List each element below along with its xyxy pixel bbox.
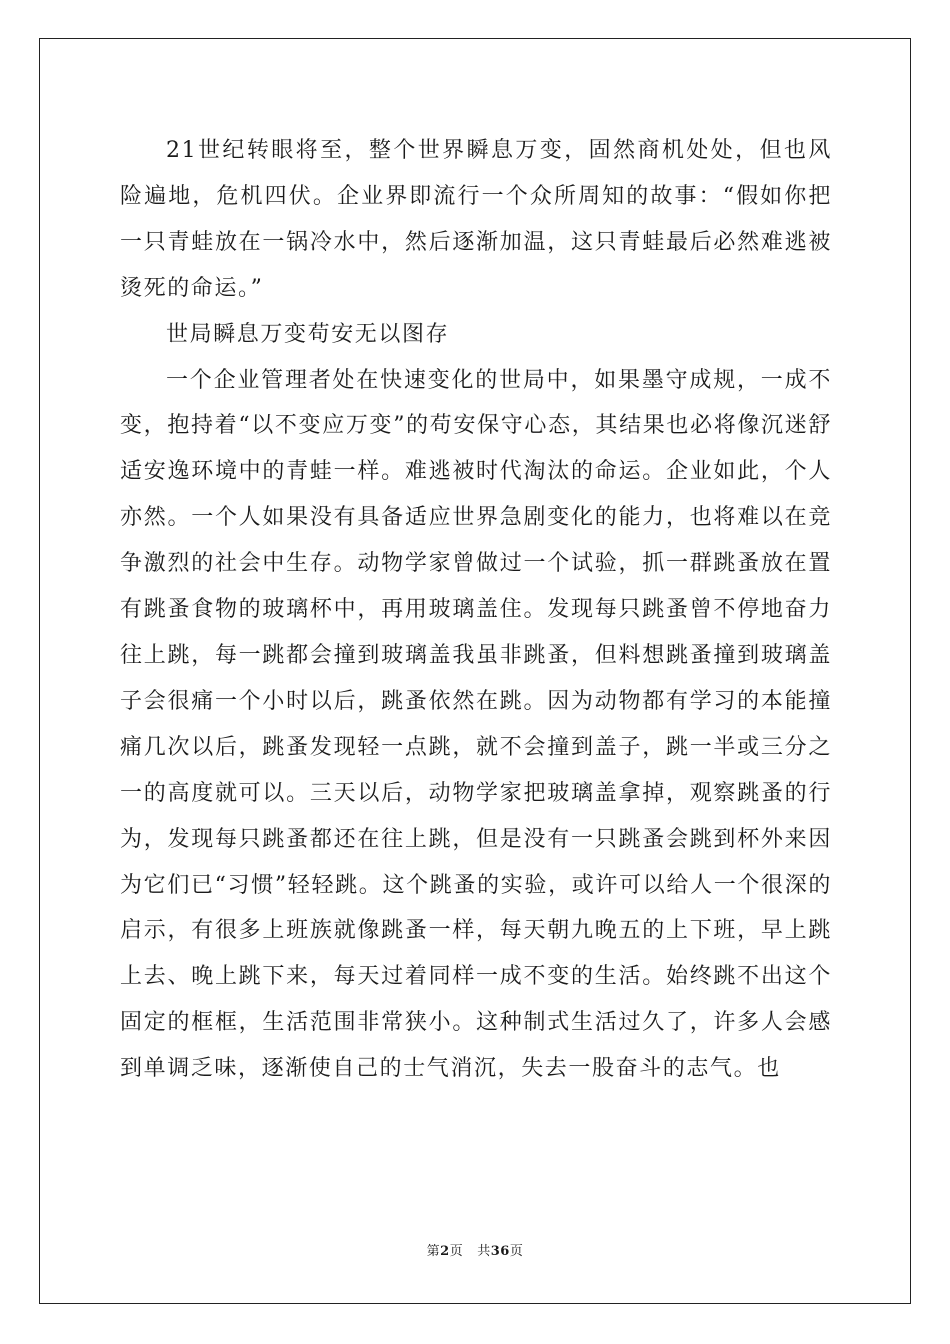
paragraph-body: 一个企业管理者处在快速变化的世局中，如果墨守成规，一成不变，抱持着“以不变应万变”的苟安保守心态，其结果也必将像沉迷舒适安逸环境中的青蛙一样。难逃被时代淘汰的命运。企业如此，个人亦然。一个人如果没有具备适应世界急剧变化的能力，也将难以在竞争激烈的社会中生存。动物学家曾做过一个试验，抓一群跳蚤放在置有跳蚤食物的玻璃杯中，再用玻璃盖住。发现每只跳蚤曾不停地奋力往上跳，每一跳都会撞到玻璃盖我虽非跳蚤，但料想跳蚤撞到玻璃盖子会很痛一个小时以后，跳蚤依然在跳。因为动物都有学习的本能撞痛几次以后，跳蚤发现轻一点跳，就不会撞到盖子，跳一半或三分之一的高度就可以。三天以后，动物学家把玻璃盖拿掉，观察跳蚤的行为，发现每只跳蚤都还在往上跳，但是没有一只跳蚤会跳到杯外来因为它们已“习惯”轻轻跳。这个跳蚤的实验，或许可以给人一个很深的启示，有很多上班族就像跳蚤一样，每天朝九晚五的上下班，早上跳上去、晚上跳下来，每天过着同样一成不变的生活。始终跳不出这个固定的框框，生活范围非常狭小。这种制式生活过久了，许多人会感到单调乏味，逐渐使自己的士气消沉，失去一股奋斗的志气。也 [120, 367, 832, 1082]
section-heading: 世局瞬息万变苟安无以图存 [166, 321, 450, 347]
page-number: 2 [440, 1244, 450, 1259]
page-prefix: 第 [426, 1244, 441, 1259]
total-prefix: 共 [477, 1244, 491, 1259]
total-unit: 页 [509, 1244, 524, 1259]
page-footer [0, 1240, 950, 1259]
total-pages: 36 [490, 1244, 510, 1259]
document-body [120, 128, 832, 1092]
paragraph-intro: 21世纪转眼将至，整个世界瞬息万变，固然商机处处，但也风险遍地，危机四伏。企业界即流行一个众所周知的故事：“假如你把一只青蛙放在一锅冷水中，然后逐渐加温，这只青蛙最后必然难逃被烫死的命运。” [120, 138, 832, 301]
page-unit: 页 [449, 1244, 464, 1259]
